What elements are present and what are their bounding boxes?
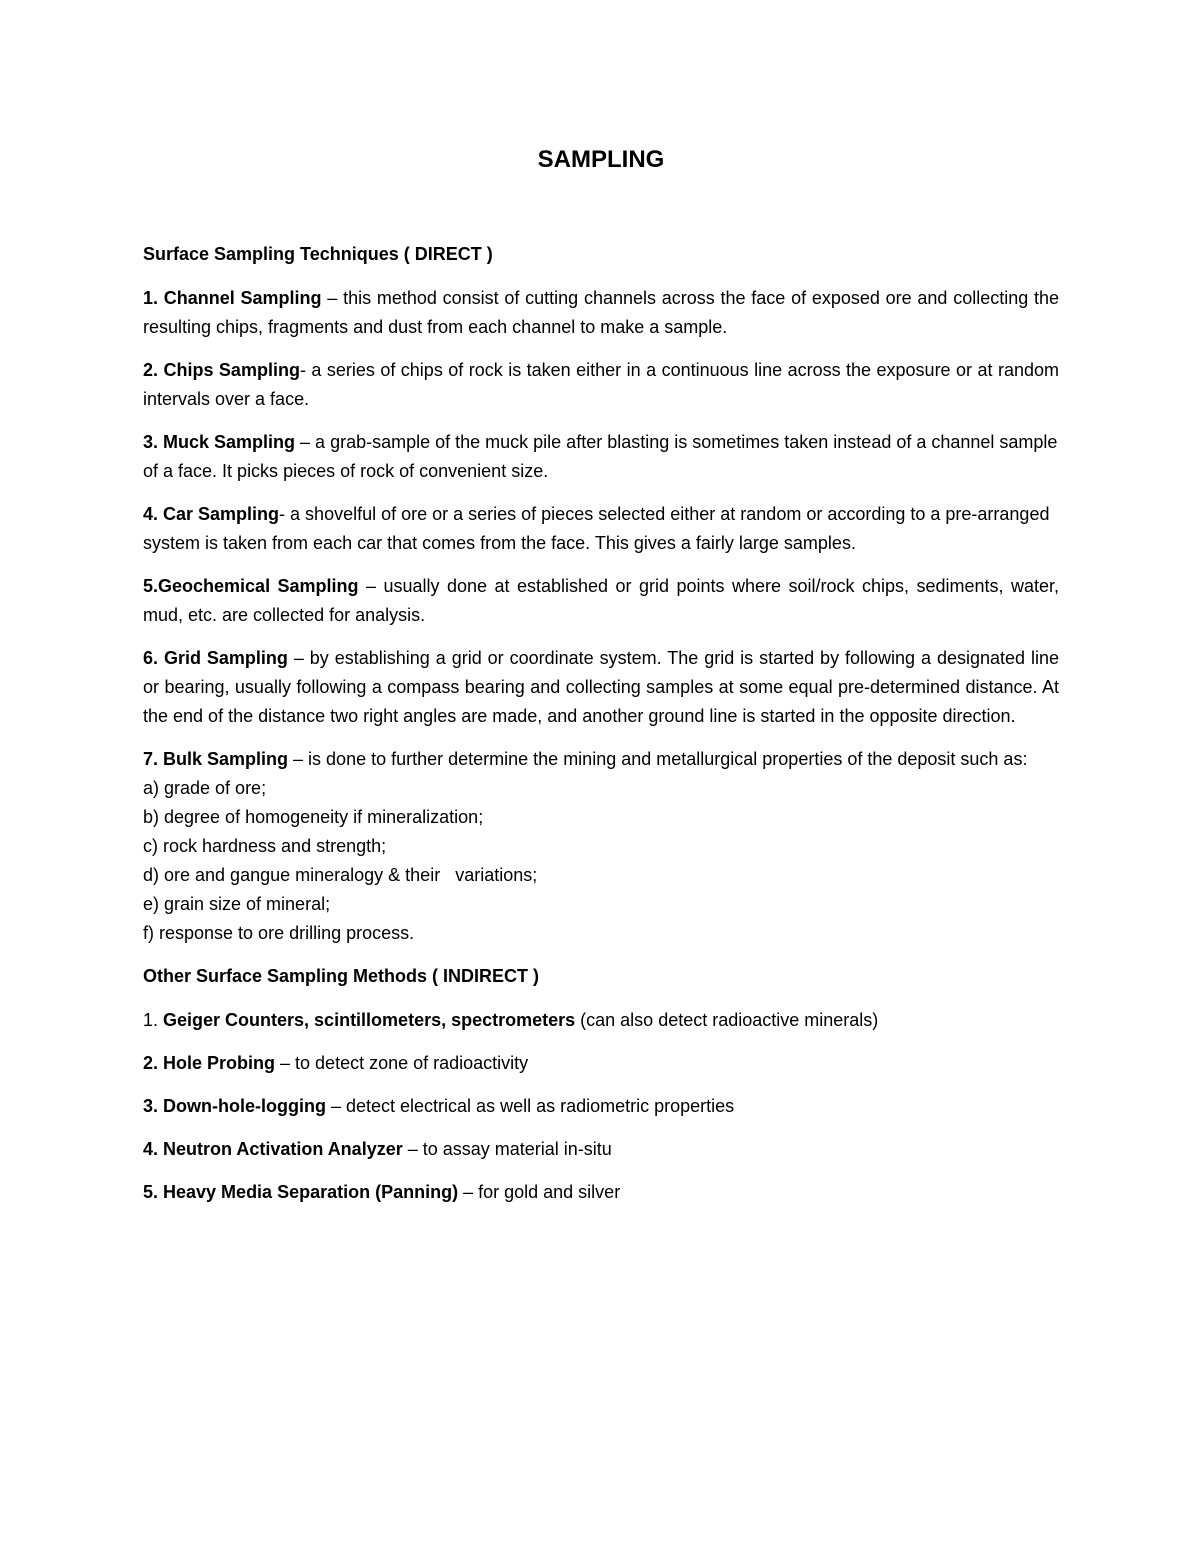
- item-label: 6. Grid Sampling: [143, 648, 288, 668]
- sublist-item: b) degree of homogeneity if mineralization;: [143, 807, 484, 827]
- item-number: 2.: [143, 1053, 164, 1073]
- list-item-geochemical-sampling: [143, 572, 1059, 630]
- item-text: – by establishing a grid or coordinate system. The grid is started by following a designated line or bearing, usually following a compass bearing and collecting samples at some equal pre-determined distance. At the end of the distance two right angles are made, and another ground line is started in the opposite direction.: [143, 648, 1059, 726]
- list-item-neutron-activation: [143, 1135, 1059, 1164]
- item-label: Hole Probing: [163, 1053, 276, 1073]
- list-item-heavy-media-separation: [143, 1178, 1059, 1207]
- item-text: – to detect zone of radioactivity: [275, 1053, 529, 1073]
- list-item-hole-probing: [143, 1049, 1059, 1078]
- item-text: - a shovelful of ore or a series of pieces selected either at random or according to a pre-arranged system is taken from each car that comes from the face. This gives a fairly large samples.: [143, 504, 1050, 553]
- item-number: 1.: [143, 1010, 164, 1030]
- item-text: (can also detect radioactive minerals): [575, 1010, 879, 1030]
- item-label: 3. Muck Sampling: [143, 432, 296, 452]
- item-text: – to assay material in-situ: [402, 1139, 612, 1159]
- item-label: Down-hole-logging: [163, 1096, 326, 1116]
- sublist-item: a) grade of ore;: [143, 778, 267, 798]
- sublist-item: d) ore and gangue mineralogy & their variations;: [143, 865, 538, 885]
- document-title: SAMPLING: [537, 146, 665, 173]
- section-heading-indirect: Other Surface Sampling Methods ( INDIRECT ): [143, 966, 540, 986]
- item-text: – detect electrical as well as radiometric properties: [325, 1096, 735, 1116]
- item-label: Neutron Activation Analyzer: [163, 1139, 403, 1159]
- list-item-bulk-sampling: [143, 745, 1059, 774]
- item-number: 3.: [143, 1096, 164, 1116]
- sublist-item: e) grain size of mineral;: [143, 894, 331, 914]
- item-text: - a series of chips of rock is taken either in a continuous line across the exposure or at random intervals over a face.: [143, 360, 1059, 409]
- list-item-grid-sampling: [143, 644, 1059, 731]
- sublist-item: f) response to ore drilling process.: [143, 923, 415, 943]
- item-label: 5.Geochemical Sampling: [143, 576, 359, 596]
- item-text: – is done to further determine the mining and metallurgical properties of the deposit such as:: [288, 749, 1028, 769]
- item-label: 1. Channel Sampling: [143, 288, 322, 308]
- item-text: – for gold and silver: [458, 1182, 621, 1202]
- item-label: Heavy Media Separation (Panning): [163, 1182, 459, 1202]
- item-label: Geiger Counters, scintillometers, spectrometers: [163, 1010, 576, 1030]
- item-label: 7. Bulk Sampling: [143, 749, 289, 769]
- item-label: 4. Car Sampling: [143, 504, 280, 524]
- item-text: – a grab-sample of the muck pile after blasting is sometimes taken instead of a channel sample of a face. It picks pieces of rock of convenient size.: [143, 432, 1058, 481]
- section-heading-direct: Surface Sampling Techniques ( DIRECT ): [143, 244, 493, 264]
- bulk-sampling-sublist: [143, 774, 1059, 948]
- list-item-channel-sampling: [143, 284, 1059, 342]
- list-item-down-hole-logging: [143, 1092, 1059, 1121]
- list-item-chips-sampling: [143, 356, 1059, 414]
- item-number: 5.: [143, 1182, 164, 1202]
- item-label: 2. Chips Sampling: [143, 360, 300, 380]
- sublist-item: c) rock hardness and strength;: [143, 836, 387, 856]
- document-body: [143, 240, 1059, 1221]
- list-item-muck-sampling: [143, 428, 1059, 486]
- item-number: 4.: [143, 1139, 164, 1159]
- list-item-car-sampling: [143, 500, 1059, 558]
- item-text: – this method consist of cutting channels across the face of exposed ore and collecting the resulting chips, fragments and dust from each channel to make a sample.: [143, 288, 1060, 337]
- item-text: – usually done at established or grid points where soil/rock chips, sediments, water, mud, etc. are collected for analysis.: [143, 576, 1059, 625]
- list-item-geiger-counters: [143, 1006, 1059, 1035]
